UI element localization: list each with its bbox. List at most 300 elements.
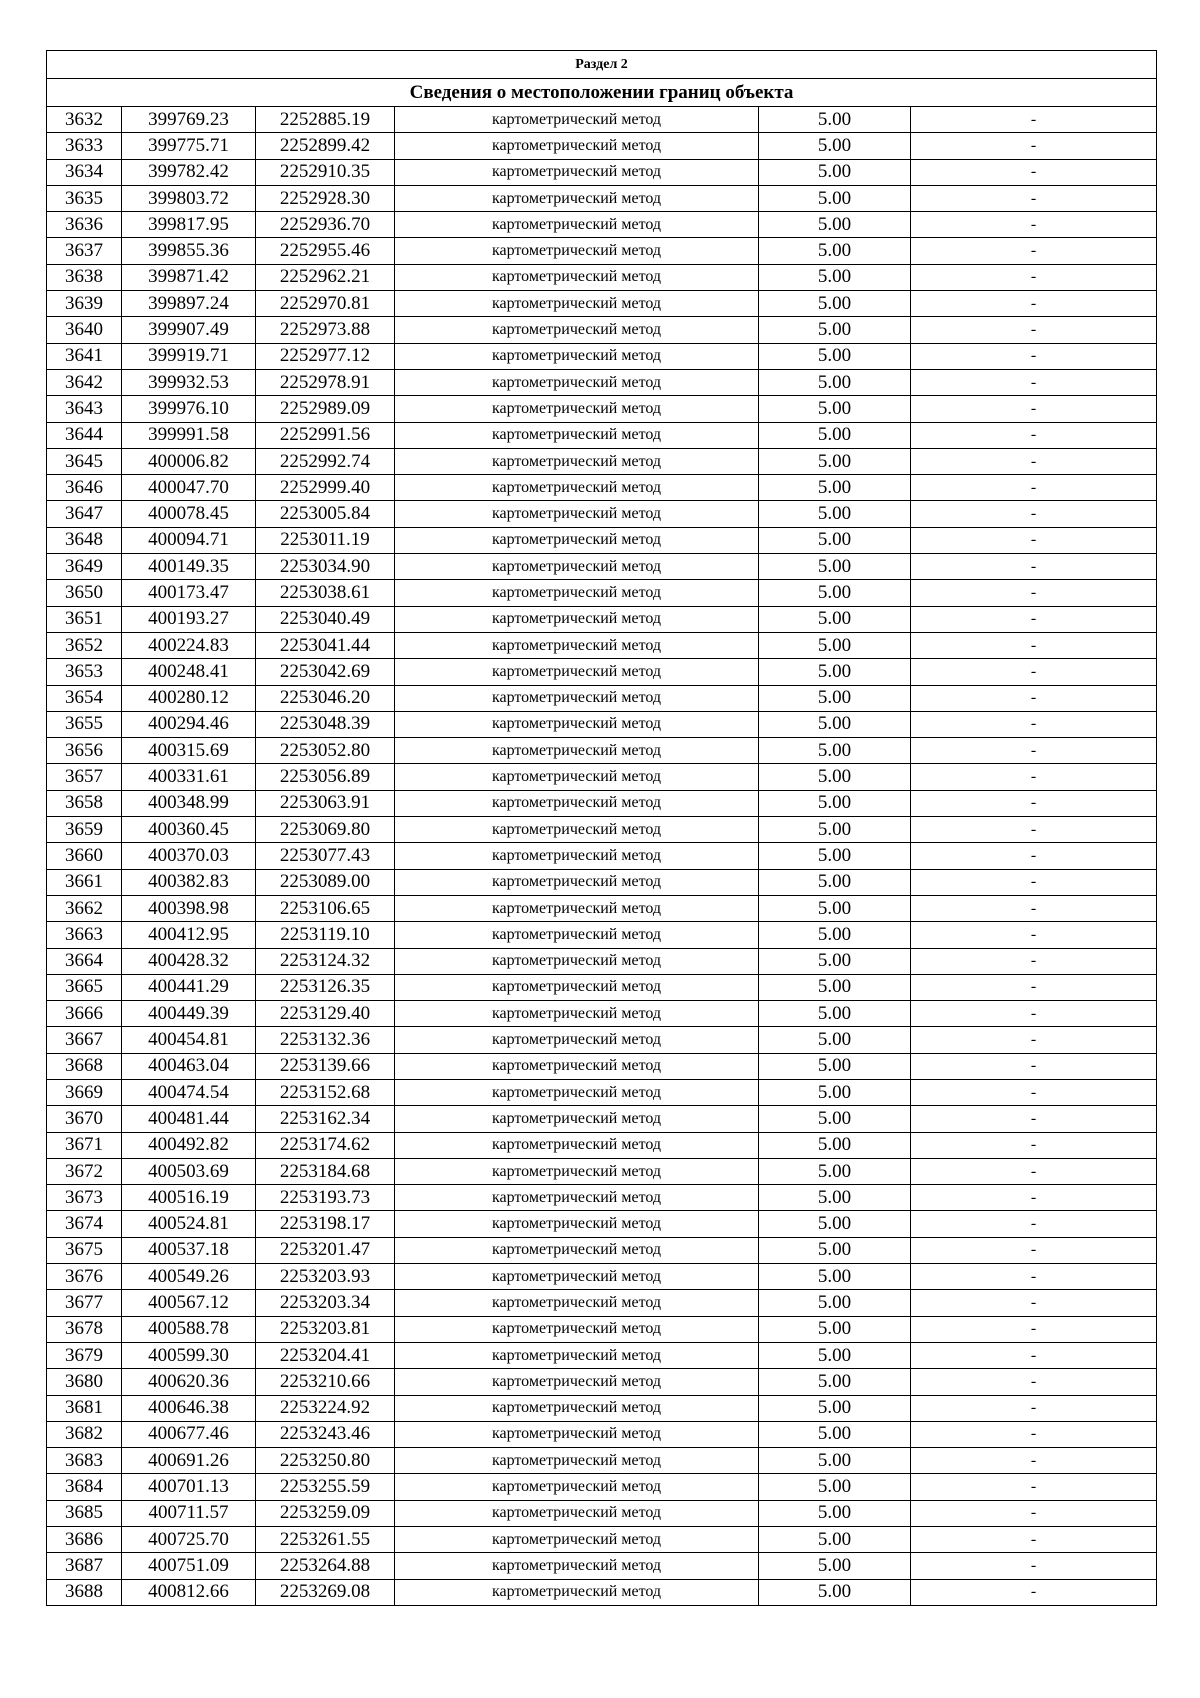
table-row (47, 1290, 1157, 1316)
point-number-cell: 3666 (47, 1001, 122, 1027)
description-cell: - (911, 948, 1157, 974)
method-cell: картометрический метод (395, 659, 759, 685)
x-coordinate-cell: 400481.44 (122, 1106, 256, 1132)
table-row (47, 817, 1157, 843)
x-coordinate-cell: 400398.98 (122, 895, 256, 921)
accuracy-cell: 5.00 (759, 764, 911, 790)
point-number-cell: 3669 (47, 1079, 122, 1105)
x-coordinate-cell: 400331.61 (122, 764, 256, 790)
method-cell: картометрический метод (395, 448, 759, 474)
x-coordinate-cell: 399855.36 (122, 238, 256, 264)
method-cell: картометрический метод (395, 291, 759, 317)
x-coordinate-cell: 399769.23 (122, 107, 256, 133)
method-cell: картометрический метод (395, 1264, 759, 1290)
table-row (47, 369, 1157, 395)
y-coordinate-cell: 2253129.40 (256, 1001, 395, 1027)
description-cell: - (911, 1290, 1157, 1316)
point-number-cell: 3683 (47, 1448, 122, 1474)
accuracy-cell: 5.00 (759, 264, 911, 290)
y-coordinate-cell: 2252936.70 (256, 212, 395, 238)
x-coordinate-cell: 400711.57 (122, 1500, 256, 1526)
table-row (47, 1027, 1157, 1053)
x-coordinate-cell: 400428.32 (122, 948, 256, 974)
x-coordinate-cell: 399817.95 (122, 212, 256, 238)
accuracy-cell: 5.00 (759, 1027, 911, 1053)
table-row (47, 107, 1157, 133)
accuracy-cell: 5.00 (759, 1448, 911, 1474)
y-coordinate-cell: 2253119.10 (256, 922, 395, 948)
point-number-cell: 3677 (47, 1290, 122, 1316)
y-coordinate-cell: 2253201.47 (256, 1237, 395, 1263)
method-cell: картометрический метод (395, 185, 759, 211)
point-number-cell: 3662 (47, 895, 122, 921)
description-cell: - (911, 1237, 1157, 1263)
method-cell: картометрический метод (395, 1421, 759, 1447)
point-number-cell: 3678 (47, 1316, 122, 1342)
point-number-cell: 3673 (47, 1185, 122, 1211)
table-row (47, 133, 1157, 159)
point-number-cell: 3636 (47, 212, 122, 238)
x-coordinate-cell: 400516.19 (122, 1185, 256, 1211)
y-coordinate-cell: 2253203.93 (256, 1264, 395, 1290)
table-row (47, 527, 1157, 553)
accuracy-cell: 5.00 (759, 1316, 911, 1342)
table-row (47, 1500, 1157, 1526)
method-cell: картометрический метод (395, 1342, 759, 1368)
table-row (47, 1053, 1157, 1079)
method-cell: картометрический метод (395, 317, 759, 343)
x-coordinate-cell: 400193.27 (122, 606, 256, 632)
table-row (47, 396, 1157, 422)
table-row (47, 264, 1157, 290)
point-number-cell: 3637 (47, 238, 122, 264)
point-number-cell: 3685 (47, 1500, 122, 1526)
point-number-cell: 3657 (47, 764, 122, 790)
method-cell: картометрический метод (395, 843, 759, 869)
description-cell: - (911, 554, 1157, 580)
point-number-cell: 3649 (47, 554, 122, 580)
table-row (47, 895, 1157, 921)
point-number-cell: 3642 (47, 369, 122, 395)
x-coordinate-cell: 400441.29 (122, 974, 256, 1000)
point-number-cell: 3656 (47, 738, 122, 764)
method-cell: картометрический метод (395, 343, 759, 369)
point-number-cell: 3654 (47, 685, 122, 711)
table-row (47, 711, 1157, 737)
description-cell: - (911, 1106, 1157, 1132)
table-body (47, 51, 1157, 1606)
point-number-cell: 3653 (47, 659, 122, 685)
table-title: Сведения о местоположении границ объекта (47, 79, 1157, 107)
y-coordinate-cell: 2253184.68 (256, 1158, 395, 1184)
y-coordinate-cell: 2253089.00 (256, 869, 395, 895)
y-coordinate-cell: 2253132.36 (256, 1027, 395, 1053)
y-coordinate-cell: 2252899.42 (256, 133, 395, 159)
accuracy-cell: 5.00 (759, 448, 911, 474)
point-number-cell: 3650 (47, 580, 122, 606)
description-cell: - (911, 1421, 1157, 1447)
description-cell: - (911, 1053, 1157, 1079)
accuracy-cell: 5.00 (759, 291, 911, 317)
method-cell: картометрический метод (395, 107, 759, 133)
x-coordinate-cell: 400047.70 (122, 475, 256, 501)
x-coordinate-cell: 399871.42 (122, 264, 256, 290)
x-coordinate-cell: 400524.81 (122, 1211, 256, 1237)
point-number-cell: 3646 (47, 475, 122, 501)
x-coordinate-cell: 400006.82 (122, 448, 256, 474)
table-row (47, 632, 1157, 658)
accuracy-cell: 5.00 (759, 685, 911, 711)
accuracy-cell: 5.00 (759, 317, 911, 343)
table-row (47, 922, 1157, 948)
accuracy-cell: 5.00 (759, 1474, 911, 1500)
y-coordinate-cell: 2253042.69 (256, 659, 395, 685)
y-coordinate-cell: 2252885.19 (256, 107, 395, 133)
section-header-row (47, 51, 1157, 79)
method-cell: картометрический метод (395, 869, 759, 895)
x-coordinate-cell: 400360.45 (122, 817, 256, 843)
description-cell: - (911, 264, 1157, 290)
point-number-cell: 3645 (47, 448, 122, 474)
y-coordinate-cell: 2253056.89 (256, 764, 395, 790)
x-coordinate-cell: 400248.41 (122, 659, 256, 685)
table-row (47, 790, 1157, 816)
point-number-cell: 3671 (47, 1132, 122, 1158)
description-cell: - (911, 922, 1157, 948)
y-coordinate-cell: 2253250.80 (256, 1448, 395, 1474)
table-row (47, 1316, 1157, 1342)
description-cell: - (911, 685, 1157, 711)
method-cell: картометрический метод (395, 527, 759, 553)
x-coordinate-cell: 400078.45 (122, 501, 256, 527)
table-row (47, 554, 1157, 580)
table-row (47, 1448, 1157, 1474)
boundary-coordinates-table (46, 50, 1157, 1606)
description-cell: - (911, 396, 1157, 422)
method-cell: картометрический метод (395, 632, 759, 658)
accuracy-cell: 5.00 (759, 817, 911, 843)
point-number-cell: 3664 (47, 948, 122, 974)
y-coordinate-cell: 2253077.43 (256, 843, 395, 869)
method-cell: картометрический метод (395, 711, 759, 737)
accuracy-cell: 5.00 (759, 475, 911, 501)
accuracy-cell: 5.00 (759, 185, 911, 211)
table-row (47, 159, 1157, 185)
description-cell: - (911, 1264, 1157, 1290)
description-cell: - (911, 659, 1157, 685)
point-number-cell: 3668 (47, 1053, 122, 1079)
x-coordinate-cell: 400463.04 (122, 1053, 256, 1079)
table-row (47, 1001, 1157, 1027)
point-number-cell: 3647 (47, 501, 122, 527)
x-coordinate-cell: 400294.46 (122, 711, 256, 737)
y-coordinate-cell: 2253034.90 (256, 554, 395, 580)
method-cell: картометрический метод (395, 1316, 759, 1342)
point-number-cell: 3672 (47, 1158, 122, 1184)
method-cell: картометрический метод (395, 396, 759, 422)
description-cell: - (911, 291, 1157, 317)
document-page (46, 50, 1156, 1606)
point-number-cell: 3648 (47, 527, 122, 553)
point-number-cell: 3686 (47, 1527, 122, 1553)
y-coordinate-cell: 2253162.34 (256, 1106, 395, 1132)
accuracy-cell: 5.00 (759, 922, 911, 948)
accuracy-cell: 5.00 (759, 1369, 911, 1395)
y-coordinate-cell: 2252955.46 (256, 238, 395, 264)
method-cell: картометрический метод (395, 1001, 759, 1027)
description-cell: - (911, 1395, 1157, 1421)
y-coordinate-cell: 2253198.17 (256, 1211, 395, 1237)
y-coordinate-cell: 2253152.68 (256, 1079, 395, 1105)
point-number-cell: 3670 (47, 1106, 122, 1132)
point-number-cell: 3658 (47, 790, 122, 816)
method-cell: картометрический метод (395, 159, 759, 185)
point-number-cell: 3641 (47, 343, 122, 369)
x-coordinate-cell: 400280.12 (122, 685, 256, 711)
point-number-cell: 3640 (47, 317, 122, 343)
x-coordinate-cell: 400173.47 (122, 580, 256, 606)
description-cell: - (911, 369, 1157, 395)
method-cell: картометрический метод (395, 1106, 759, 1132)
x-coordinate-cell: 400492.82 (122, 1132, 256, 1158)
description-cell: - (911, 974, 1157, 1000)
point-number-cell: 3661 (47, 869, 122, 895)
table-row (47, 659, 1157, 685)
accuracy-cell: 5.00 (759, 1395, 911, 1421)
description-cell: - (911, 107, 1157, 133)
y-coordinate-cell: 2253038.61 (256, 580, 395, 606)
accuracy-cell: 5.00 (759, 869, 911, 895)
y-coordinate-cell: 2253005.84 (256, 501, 395, 527)
table-row (47, 448, 1157, 474)
method-cell: картометрический метод (395, 790, 759, 816)
table-row (47, 291, 1157, 317)
method-cell: картометрический метод (395, 238, 759, 264)
method-cell: картометрический метод (395, 1579, 759, 1605)
accuracy-cell: 5.00 (759, 1053, 911, 1079)
description-cell: - (911, 1553, 1157, 1579)
description-cell: - (911, 501, 1157, 527)
table-row (47, 1342, 1157, 1368)
method-cell: картометрический метод (395, 580, 759, 606)
description-cell: - (911, 580, 1157, 606)
x-coordinate-cell: 400812.66 (122, 1579, 256, 1605)
point-number-cell: 3652 (47, 632, 122, 658)
x-coordinate-cell: 400348.99 (122, 790, 256, 816)
point-number-cell: 3676 (47, 1264, 122, 1290)
method-cell: картометрический метод (395, 1079, 759, 1105)
y-coordinate-cell: 2253210.66 (256, 1369, 395, 1395)
x-coordinate-cell: 400567.12 (122, 1290, 256, 1316)
table-row (47, 501, 1157, 527)
section-label: Раздел 2 (47, 51, 1157, 79)
description-cell: - (911, 133, 1157, 159)
table-row (47, 475, 1157, 501)
point-number-cell: 3681 (47, 1395, 122, 1421)
point-number-cell: 3651 (47, 606, 122, 632)
point-number-cell: 3682 (47, 1421, 122, 1447)
method-cell: картометрический метод (395, 895, 759, 921)
description-cell: - (911, 1342, 1157, 1368)
description-cell: - (911, 343, 1157, 369)
y-coordinate-cell: 2253264.88 (256, 1553, 395, 1579)
description-cell: - (911, 1211, 1157, 1237)
table-row (47, 238, 1157, 264)
table-row (47, 1211, 1157, 1237)
accuracy-cell: 5.00 (759, 1079, 911, 1105)
y-coordinate-cell: 2252970.81 (256, 291, 395, 317)
table-row (47, 343, 1157, 369)
y-coordinate-cell: 2253174.62 (256, 1132, 395, 1158)
point-number-cell: 3688 (47, 1579, 122, 1605)
accuracy-cell: 5.00 (759, 659, 911, 685)
point-number-cell: 3665 (47, 974, 122, 1000)
table-row (47, 1237, 1157, 1263)
method-cell: картометрический метод (395, 554, 759, 580)
point-number-cell: 3680 (47, 1369, 122, 1395)
x-coordinate-cell: 400412.95 (122, 922, 256, 948)
accuracy-cell: 5.00 (759, 1237, 911, 1263)
x-coordinate-cell: 400751.09 (122, 1553, 256, 1579)
y-coordinate-cell: 2253255.59 (256, 1474, 395, 1500)
y-coordinate-cell: 2252977.12 (256, 343, 395, 369)
description-cell: - (911, 1369, 1157, 1395)
method-cell: картометрический метод (395, 1500, 759, 1526)
point-number-cell: 3667 (47, 1027, 122, 1053)
x-coordinate-cell: 400094.71 (122, 527, 256, 553)
description-cell: - (911, 738, 1157, 764)
point-number-cell: 3643 (47, 396, 122, 422)
accuracy-cell: 5.00 (759, 1001, 911, 1027)
description-cell: - (911, 1001, 1157, 1027)
method-cell: картометрический метод (395, 1290, 759, 1316)
method-cell: картометрический метод (395, 1474, 759, 1500)
method-cell: картометрический метод (395, 974, 759, 1000)
y-coordinate-cell: 2253203.81 (256, 1316, 395, 1342)
method-cell: картометрический метод (395, 1395, 759, 1421)
accuracy-cell: 5.00 (759, 1211, 911, 1237)
description-cell: - (911, 212, 1157, 238)
method-cell: картометрический метод (395, 1237, 759, 1263)
description-cell: - (911, 1027, 1157, 1053)
accuracy-cell: 5.00 (759, 1290, 911, 1316)
y-coordinate-cell: 2253259.09 (256, 1500, 395, 1526)
x-coordinate-cell: 400503.69 (122, 1158, 256, 1184)
method-cell: картометрический метод (395, 475, 759, 501)
description-cell: - (911, 185, 1157, 211)
accuracy-cell: 5.00 (759, 1264, 911, 1290)
accuracy-cell: 5.00 (759, 1527, 911, 1553)
method-cell: картометрический метод (395, 817, 759, 843)
x-coordinate-cell: 399976.10 (122, 396, 256, 422)
method-cell: картометрический метод (395, 1211, 759, 1237)
accuracy-cell: 5.00 (759, 369, 911, 395)
method-cell: картометрический метод (395, 1369, 759, 1395)
method-cell: картометрический метод (395, 685, 759, 711)
description-cell: - (911, 817, 1157, 843)
table-row (47, 422, 1157, 448)
point-number-cell: 3674 (47, 1211, 122, 1237)
y-coordinate-cell: 2252992.74 (256, 448, 395, 474)
method-cell: картометрический метод (395, 922, 759, 948)
description-cell: - (911, 1316, 1157, 1342)
method-cell: картометрический метод (395, 1132, 759, 1158)
description-cell: - (911, 711, 1157, 737)
method-cell: картометрический метод (395, 764, 759, 790)
method-cell: картометрический метод (395, 1553, 759, 1579)
table-row (47, 1079, 1157, 1105)
y-coordinate-cell: 2252928.30 (256, 185, 395, 211)
method-cell: картометрический метод (395, 1158, 759, 1184)
y-coordinate-cell: 2253011.19 (256, 527, 395, 553)
accuracy-cell: 5.00 (759, 212, 911, 238)
table-row (47, 948, 1157, 974)
table-row (47, 738, 1157, 764)
accuracy-cell: 5.00 (759, 1185, 911, 1211)
table-row (47, 212, 1157, 238)
description-cell: - (911, 527, 1157, 553)
y-coordinate-cell: 2253040.49 (256, 606, 395, 632)
table-row (47, 1527, 1157, 1553)
point-number-cell: 3660 (47, 843, 122, 869)
description-cell: - (911, 764, 1157, 790)
table-row (47, 1421, 1157, 1447)
point-number-cell: 3639 (47, 291, 122, 317)
x-coordinate-cell: 399919.71 (122, 343, 256, 369)
accuracy-cell: 5.00 (759, 1553, 911, 1579)
y-coordinate-cell: 2252978.91 (256, 369, 395, 395)
point-number-cell: 3632 (47, 107, 122, 133)
accuracy-cell: 5.00 (759, 527, 911, 553)
y-coordinate-cell: 2253193.73 (256, 1185, 395, 1211)
point-number-cell: 3659 (47, 817, 122, 843)
x-coordinate-cell: 400149.35 (122, 554, 256, 580)
accuracy-cell: 5.00 (759, 343, 911, 369)
accuracy-cell: 5.00 (759, 580, 911, 606)
table-row (47, 764, 1157, 790)
y-coordinate-cell: 2253139.66 (256, 1053, 395, 1079)
method-cell: картометрический метод (395, 1053, 759, 1079)
y-coordinate-cell: 2253048.39 (256, 711, 395, 737)
accuracy-cell: 5.00 (759, 396, 911, 422)
x-coordinate-cell: 400315.69 (122, 738, 256, 764)
method-cell: картометрический метод (395, 212, 759, 238)
table-row (47, 1264, 1157, 1290)
point-number-cell: 3633 (47, 133, 122, 159)
x-coordinate-cell: 400599.30 (122, 1342, 256, 1368)
x-coordinate-cell: 400691.26 (122, 1448, 256, 1474)
y-coordinate-cell: 2253063.91 (256, 790, 395, 816)
accuracy-cell: 5.00 (759, 1421, 911, 1447)
accuracy-cell: 5.00 (759, 422, 911, 448)
point-number-cell: 3684 (47, 1474, 122, 1500)
y-coordinate-cell: 2253269.08 (256, 1579, 395, 1605)
method-cell: картометрический метод (395, 369, 759, 395)
y-coordinate-cell: 2253052.80 (256, 738, 395, 764)
x-coordinate-cell: 399932.53 (122, 369, 256, 395)
table-row (47, 1158, 1157, 1184)
accuracy-cell: 5.00 (759, 107, 911, 133)
y-coordinate-cell: 2253106.65 (256, 895, 395, 921)
x-coordinate-cell: 399775.71 (122, 133, 256, 159)
accuracy-cell: 5.00 (759, 1579, 911, 1605)
method-cell: картометрический метод (395, 1027, 759, 1053)
y-coordinate-cell: 2252910.35 (256, 159, 395, 185)
table-row (47, 1106, 1157, 1132)
point-number-cell: 3663 (47, 922, 122, 948)
accuracy-cell: 5.00 (759, 606, 911, 632)
table-row (47, 1395, 1157, 1421)
